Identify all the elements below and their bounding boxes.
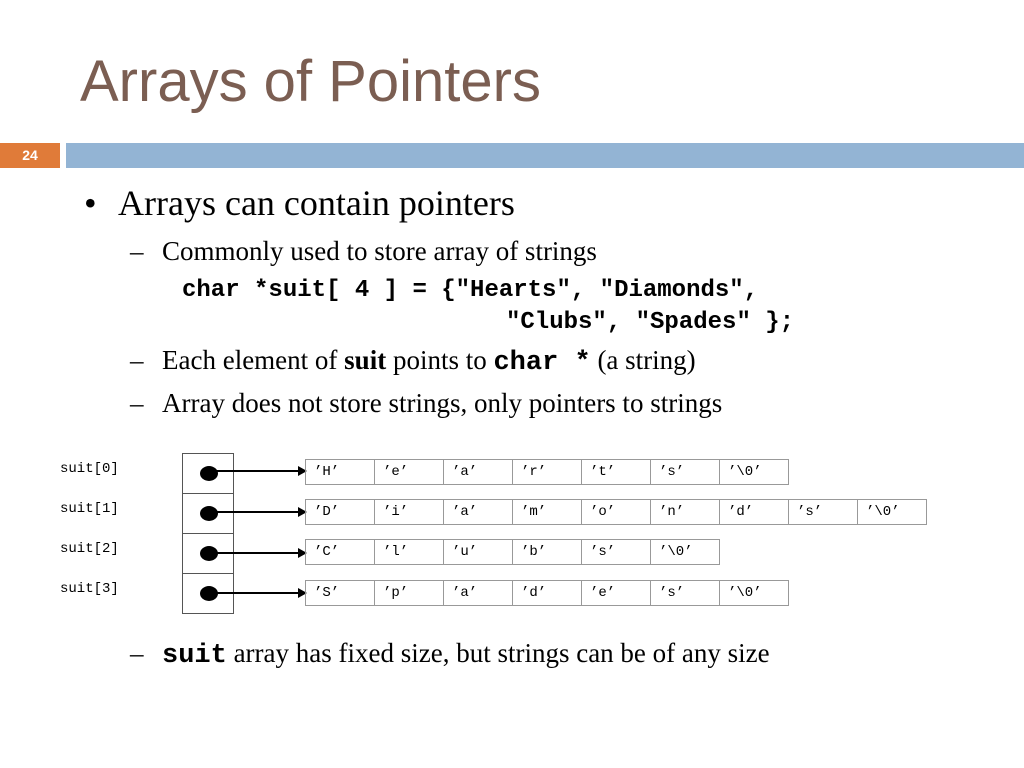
char-cell: ’d’ <box>719 499 789 525</box>
dash-icon: – <box>130 638 144 668</box>
char-cell: ’\0’ <box>719 580 789 606</box>
char-cell: ’r’ <box>512 459 582 485</box>
char-cell: ’H’ <box>305 459 375 485</box>
sub-bullet-2 <box>130 345 696 378</box>
slide-title: Arrays of Pointers <box>80 49 541 114</box>
char-cell: ’s’ <box>650 459 720 485</box>
label-suit-1: suit[1] <box>60 501 119 517</box>
sub-bullet-4-post: array has fixed size, but strings can be of any size <box>226 638 770 668</box>
label-suit-0: suit[0] <box>60 461 119 477</box>
page-number-badge: 24 <box>0 143 60 168</box>
string-row-1 <box>305 499 927 525</box>
char-cell: ’C’ <box>305 539 375 565</box>
label-suit-2: suit[2] <box>60 541 119 557</box>
char-cell: ’u’ <box>443 539 513 565</box>
dash-icon: – <box>130 388 144 418</box>
string-row-2 <box>305 539 720 565</box>
arrow-2 <box>208 552 304 554</box>
string-row-3 <box>305 580 789 606</box>
char-cell: ’t’ <box>581 459 651 485</box>
char-cell: ’\0’ <box>650 539 720 565</box>
char-cell: ’n’ <box>650 499 720 525</box>
sub-bullet-1 <box>130 236 597 267</box>
pointer-cell-1 <box>182 493 234 533</box>
char-cell: ’\0’ <box>857 499 927 525</box>
dash-icon: – <box>130 236 144 266</box>
pointer-dot <box>200 466 218 481</box>
pointer-cell-0 <box>182 453 234 493</box>
char-cell: ’D’ <box>305 499 375 525</box>
sub-bullet-3-text: Array does not store strings, only pointers to strings <box>162 388 723 418</box>
suit-code: suit <box>162 641 227 671</box>
arrow-1 <box>208 511 304 513</box>
char-cell: ’a’ <box>443 459 513 485</box>
char-cell: ’p’ <box>374 580 444 606</box>
sub-bullet-3 <box>130 388 722 419</box>
char-cell: ’e’ <box>581 580 651 606</box>
dash-icon: – <box>130 345 144 375</box>
char-cell: ’d’ <box>512 580 582 606</box>
char-cell: ’S’ <box>305 580 375 606</box>
pointer-dot <box>200 506 218 521</box>
sub-bullet-1-text: Commonly used to store array of strings <box>162 236 597 266</box>
char-cell: ’o’ <box>581 499 651 525</box>
char-cell: ’i’ <box>374 499 444 525</box>
code-line-2: "Clubs", "Spades" }; <box>506 309 795 336</box>
string-row-0 <box>305 459 789 485</box>
bullet-main-text: Arrays can contain pointers <box>118 183 515 223</box>
suit-bold: suit <box>344 345 387 375</box>
sub-bullet-2-mid: points to <box>386 345 494 375</box>
char-cell: ’s’ <box>581 539 651 565</box>
char-cell: ’b’ <box>512 539 582 565</box>
bullet-icon: • <box>84 183 97 223</box>
bullet-main <box>84 182 515 224</box>
arrow-0 <box>208 470 304 472</box>
code-line-1: char *suit[ 4 ] = {"Hearts", "Diamonds", <box>182 277 759 304</box>
char-cell: ’\0’ <box>719 459 789 485</box>
label-suit-3: suit[3] <box>60 581 119 597</box>
sub-bullet-4 <box>130 638 770 671</box>
char-cell: ’l’ <box>374 539 444 565</box>
char-cell: ’e’ <box>374 459 444 485</box>
char-pointer-code: char * <box>493 348 591 378</box>
char-cell: ’m’ <box>512 499 582 525</box>
char-cell: ’s’ <box>650 580 720 606</box>
sub-bullet-2-pre: Each element of <box>162 345 345 375</box>
char-cell: ’s’ <box>788 499 858 525</box>
char-cell: ’a’ <box>443 499 513 525</box>
header-bar <box>66 143 1024 168</box>
char-cell: ’a’ <box>443 580 513 606</box>
sub-bullet-2-post: (a string) <box>590 345 696 375</box>
arrow-3 <box>208 592 304 594</box>
